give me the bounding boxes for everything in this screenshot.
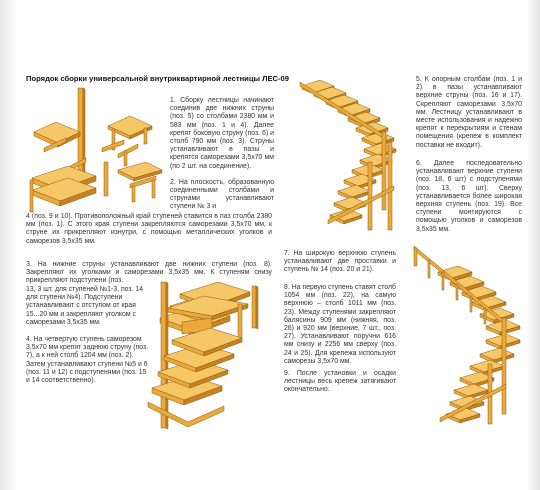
illustration-step5 bbox=[294, 70, 412, 236]
page-shadow-right bbox=[526, 0, 540, 490]
step7-text: 7. На широкую верхнюю ступень устанавливают две проставки и ступень № 14 (поз. 20 и 21). bbox=[284, 250, 396, 274]
page-shadow-left bbox=[0, 0, 18, 490]
step2-text-continued: 4 (поз. 9 и 10). Противоположный край ступеней ставится в паз столба 2380 мм (поз. 1). С этого края ступени закрепляются саморезами 3,5х70 мм, к струне их прикрепляют изнутри, с помощью металлических уголков и саморезов 3,5х35 мм. bbox=[26, 213, 272, 245]
step2-text-start: 2. На плоскость, образованную соединенными столбами и струнами устанавливают ступени № 3 и bbox=[170, 178, 274, 211]
illustration-step4 bbox=[148, 282, 274, 434]
step3-text-start: 3. На нижние струны устанавливают две нижних ступени (поз. 8). Закрепляют их уголками и саморезами 3,5х35 мм. К ступеням снизу прикрепляют подступени (поз. bbox=[26, 261, 272, 285]
step5-text: 5. К опорным столбам (поз. 1 и 2) в пазы устанавливают верхние струны (поз. 16 и 17). Скрепляют саморезами 3,5х70 мм. Лестницу устанавливают в месте использования и надежно крепят к перекрытиям и стенам помещения (крепеж в комплект поставки не входит). bbox=[416, 76, 522, 149]
step6-text: 6. Далее последовательно устанавливают верхние ступени (поз. 18, 6 шт) с подступенями (поз. 13, 6 шт). Сверху устанавливается более широкая верхняя ступень (поз. 19). Все ступени монтируются с помощью уголков и саморезов 3,5х35 мм. bbox=[416, 160, 522, 233]
step1-text: 1. Сборку лестницы начинают соединив две нижних струны (поз. 5) со столбами 2380 мм и 583 мм (поз. 1 и 4). Далее крепят боковую струну (поз. 6) и столб 790 мм (поз. 3). Струны устанавливают в пазы и крепятся саморезами 3,5х70 мм (по 2 шт. на соединение). bbox=[170, 97, 274, 170]
step9-text: 9. После установки и осадки лестницы весь крепеж затягивают окончательно. bbox=[284, 370, 396, 394]
step8-text: 8. На первую ступень ставят столб 1054 мм (поз. 22), на самую верхнюю – столб 1011 мм (поз. 23). Между ступенями закрепляют балясины 909 мм (нижняя, поз. 26) и 920 мм (верхние, 7 шт., поз. 27). Устанавливают поручни 616 мм снизу и 2256 мм сверху (поз. 24 и 25). Для крепежа используют саморезы 3,5х70 мм. bbox=[284, 284, 396, 365]
illustration-step8-railing bbox=[404, 238, 526, 434]
page-title: Порядок сборки универсальной внутриквартирной лестницы ЛЕС-09 bbox=[26, 74, 289, 83]
step4-text: 4. На четвертую ступень саморезом 3,5х70 мм крепят заднюю струну (поз. 7), а к ней столб 1204 мм (поз. 2). Затем устанавливают ступени №5 и 6 (поз. 11 и 12) с подступенями (поз. 15 и 14 соответственно). bbox=[26, 336, 149, 385]
step3-text-continued: 13, 3 шт. для ступеней №1-3, поз. 14 для ступени №4). Подступени устанавливают с отступом от края 15...20 мм и закрепляют уголком с саморезами 3,5х35 мм. bbox=[26, 286, 144, 326]
illustration-step2 bbox=[26, 156, 166, 218]
